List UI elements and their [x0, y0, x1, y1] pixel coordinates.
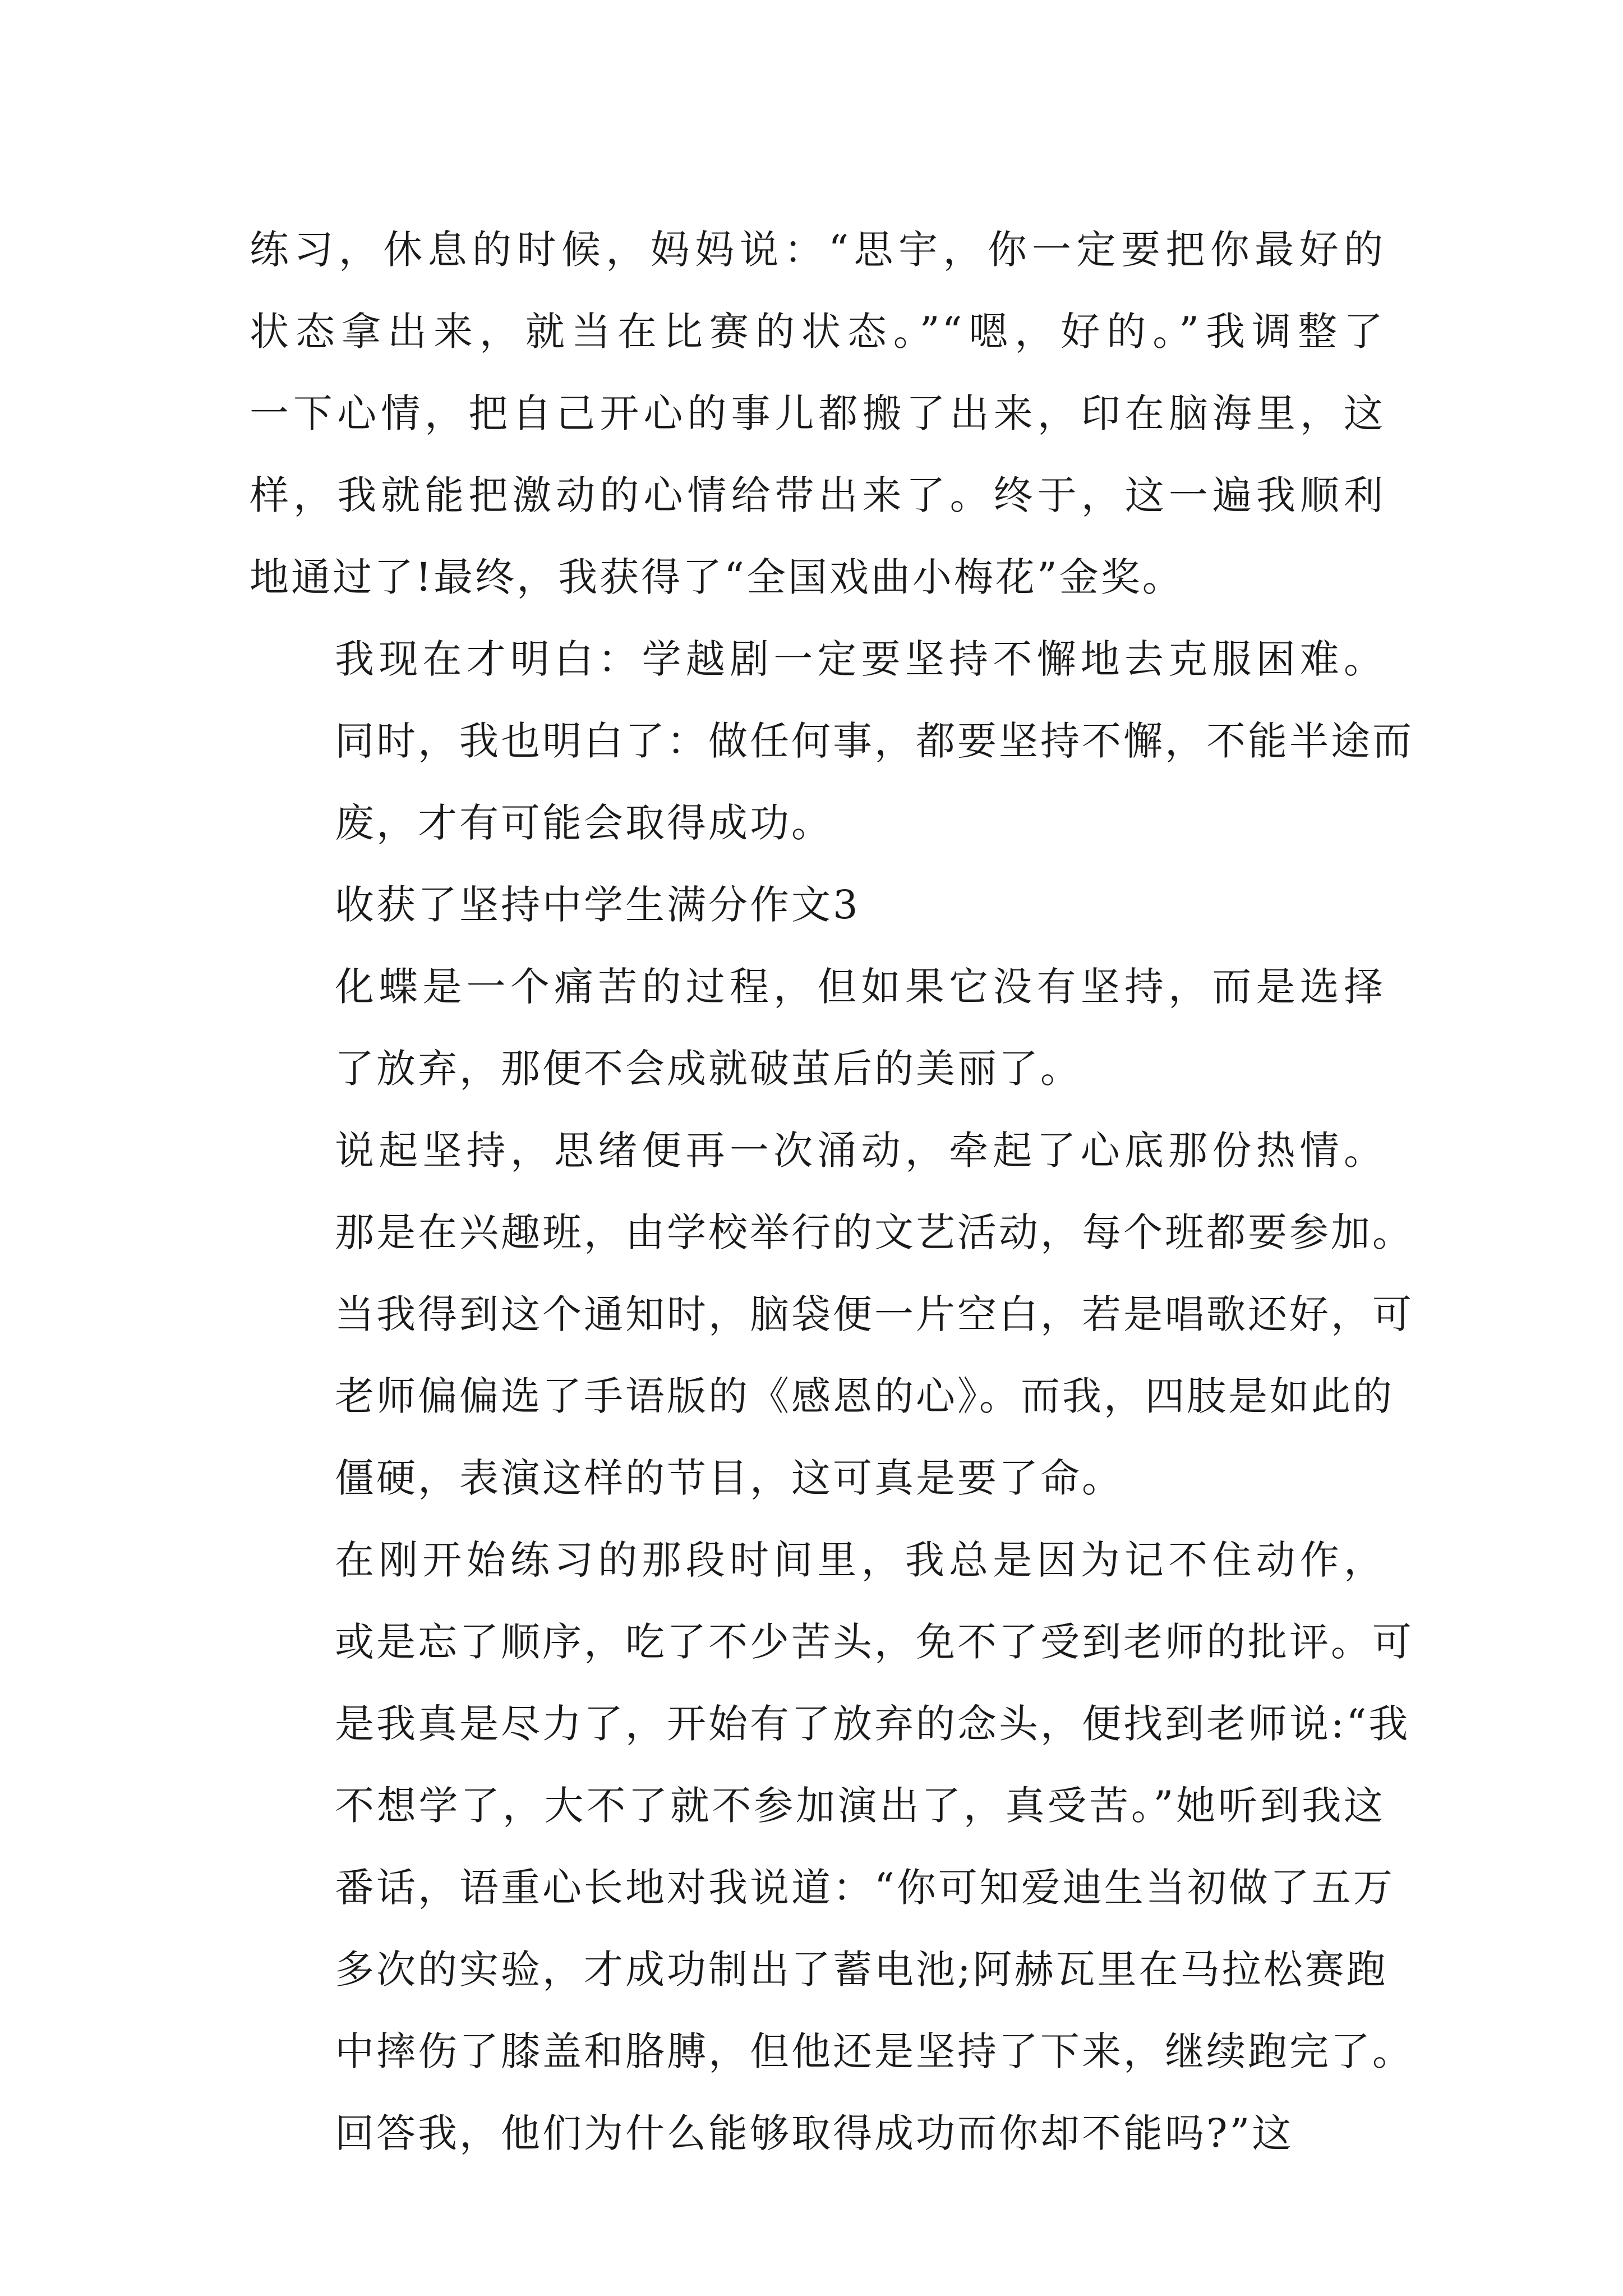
text-line: 那是在兴趣班，由学校举行的文艺活动，每个班都要参加。 — [335, 1209, 1414, 1255]
text-line: 状态拿出来，就当在比赛的状态。”“嗯，好的。”我调整了 — [250, 309, 1385, 355]
text-line: 中摔伤了膝盖和胳膊，但他还是坚持了下来，继续跑完了。 — [335, 2028, 1414, 2074]
text-line: 老师偏偏选了手语版的《感恩的心》。而我，四肢是如此的 — [335, 1373, 1394, 1419]
text-line: 是我真是尽力了，开始有了放弃的念头，便找到老师说:“我 — [335, 1701, 1410, 1747]
text-line: 同时，我也明白了：做任何事，都要坚持不懈，不能半途而 — [335, 718, 1414, 764]
text-line: 说起坚持，思绪便再一次涌动，牵起了心底那份热情。 — [335, 1128, 1385, 1174]
document-body — [250, 209, 1414, 2174]
text-line: 收获了坚持中学生满分作文3 — [335, 882, 860, 928]
text-line: 废，才有可能会取得成功。 — [335, 800, 833, 846]
text-line: 练习，休息的时候，妈妈说：“思宇，你一定要把你最好的 — [250, 227, 1385, 273]
text-line: 化蝶是一个痛苦的过程，但如果它没有坚持，而是选择 — [335, 964, 1385, 1010]
paragraph — [250, 1110, 1414, 1519]
text-line: 了放弃，那便不会成就破茧后的美丽了。 — [335, 1046, 1082, 1092]
text-line: 地通过了!最终，我获得了“全国戏曲小梅花”金奖。 — [250, 554, 1184, 600]
text-line: 回答我，他们为什么能够取得成功而你却不能吗?”这 — [335, 2110, 1294, 2156]
paragraph — [250, 864, 1385, 946]
text-line: 一下心情，把自己开心的事儿都搬了出来，印在脑海里，这 — [250, 390, 1385, 436]
paragraph — [250, 209, 1385, 618]
text-line: 多次的实验，才成功制出了蓄电池;阿赫瓦里在马拉松赛跑 — [335, 1947, 1388, 1993]
text-line: 样，我就能把激动的心情给带出来了。终于，这一遍我顺利 — [250, 472, 1385, 518]
text-line: 或是忘了顺序，吃了不少苦头，免不了受到老师的批评。可 — [335, 1619, 1414, 1665]
text-line: 我现在才明白：学越剧一定要坚持不懈地去克服困难。 — [335, 636, 1385, 682]
paragraph — [250, 946, 1385, 1110]
paragraph — [250, 1519, 1414, 2092]
text-line: 在刚开始练习的那段时间里，我总是因为记不住动作， — [335, 1537, 1385, 1583]
text-line: 当我得到这个通知时，脑袋便一片空白，若是唱歌还好，可 — [335, 1291, 1414, 1337]
text-line: 僵硬，表演这样的节目，这可真是要了命。 — [335, 1455, 1123, 1501]
paragraph — [250, 618, 1414, 864]
text-line: 番话，语重心长地对我说道：“你可知爱迪生当初做了五万 — [335, 1865, 1395, 1911]
paragraph — [250, 2092, 1385, 2174]
text-line: 不想学了，大不了就不参加演出了，真受苦。”她听到我这 — [335, 1783, 1385, 1829]
